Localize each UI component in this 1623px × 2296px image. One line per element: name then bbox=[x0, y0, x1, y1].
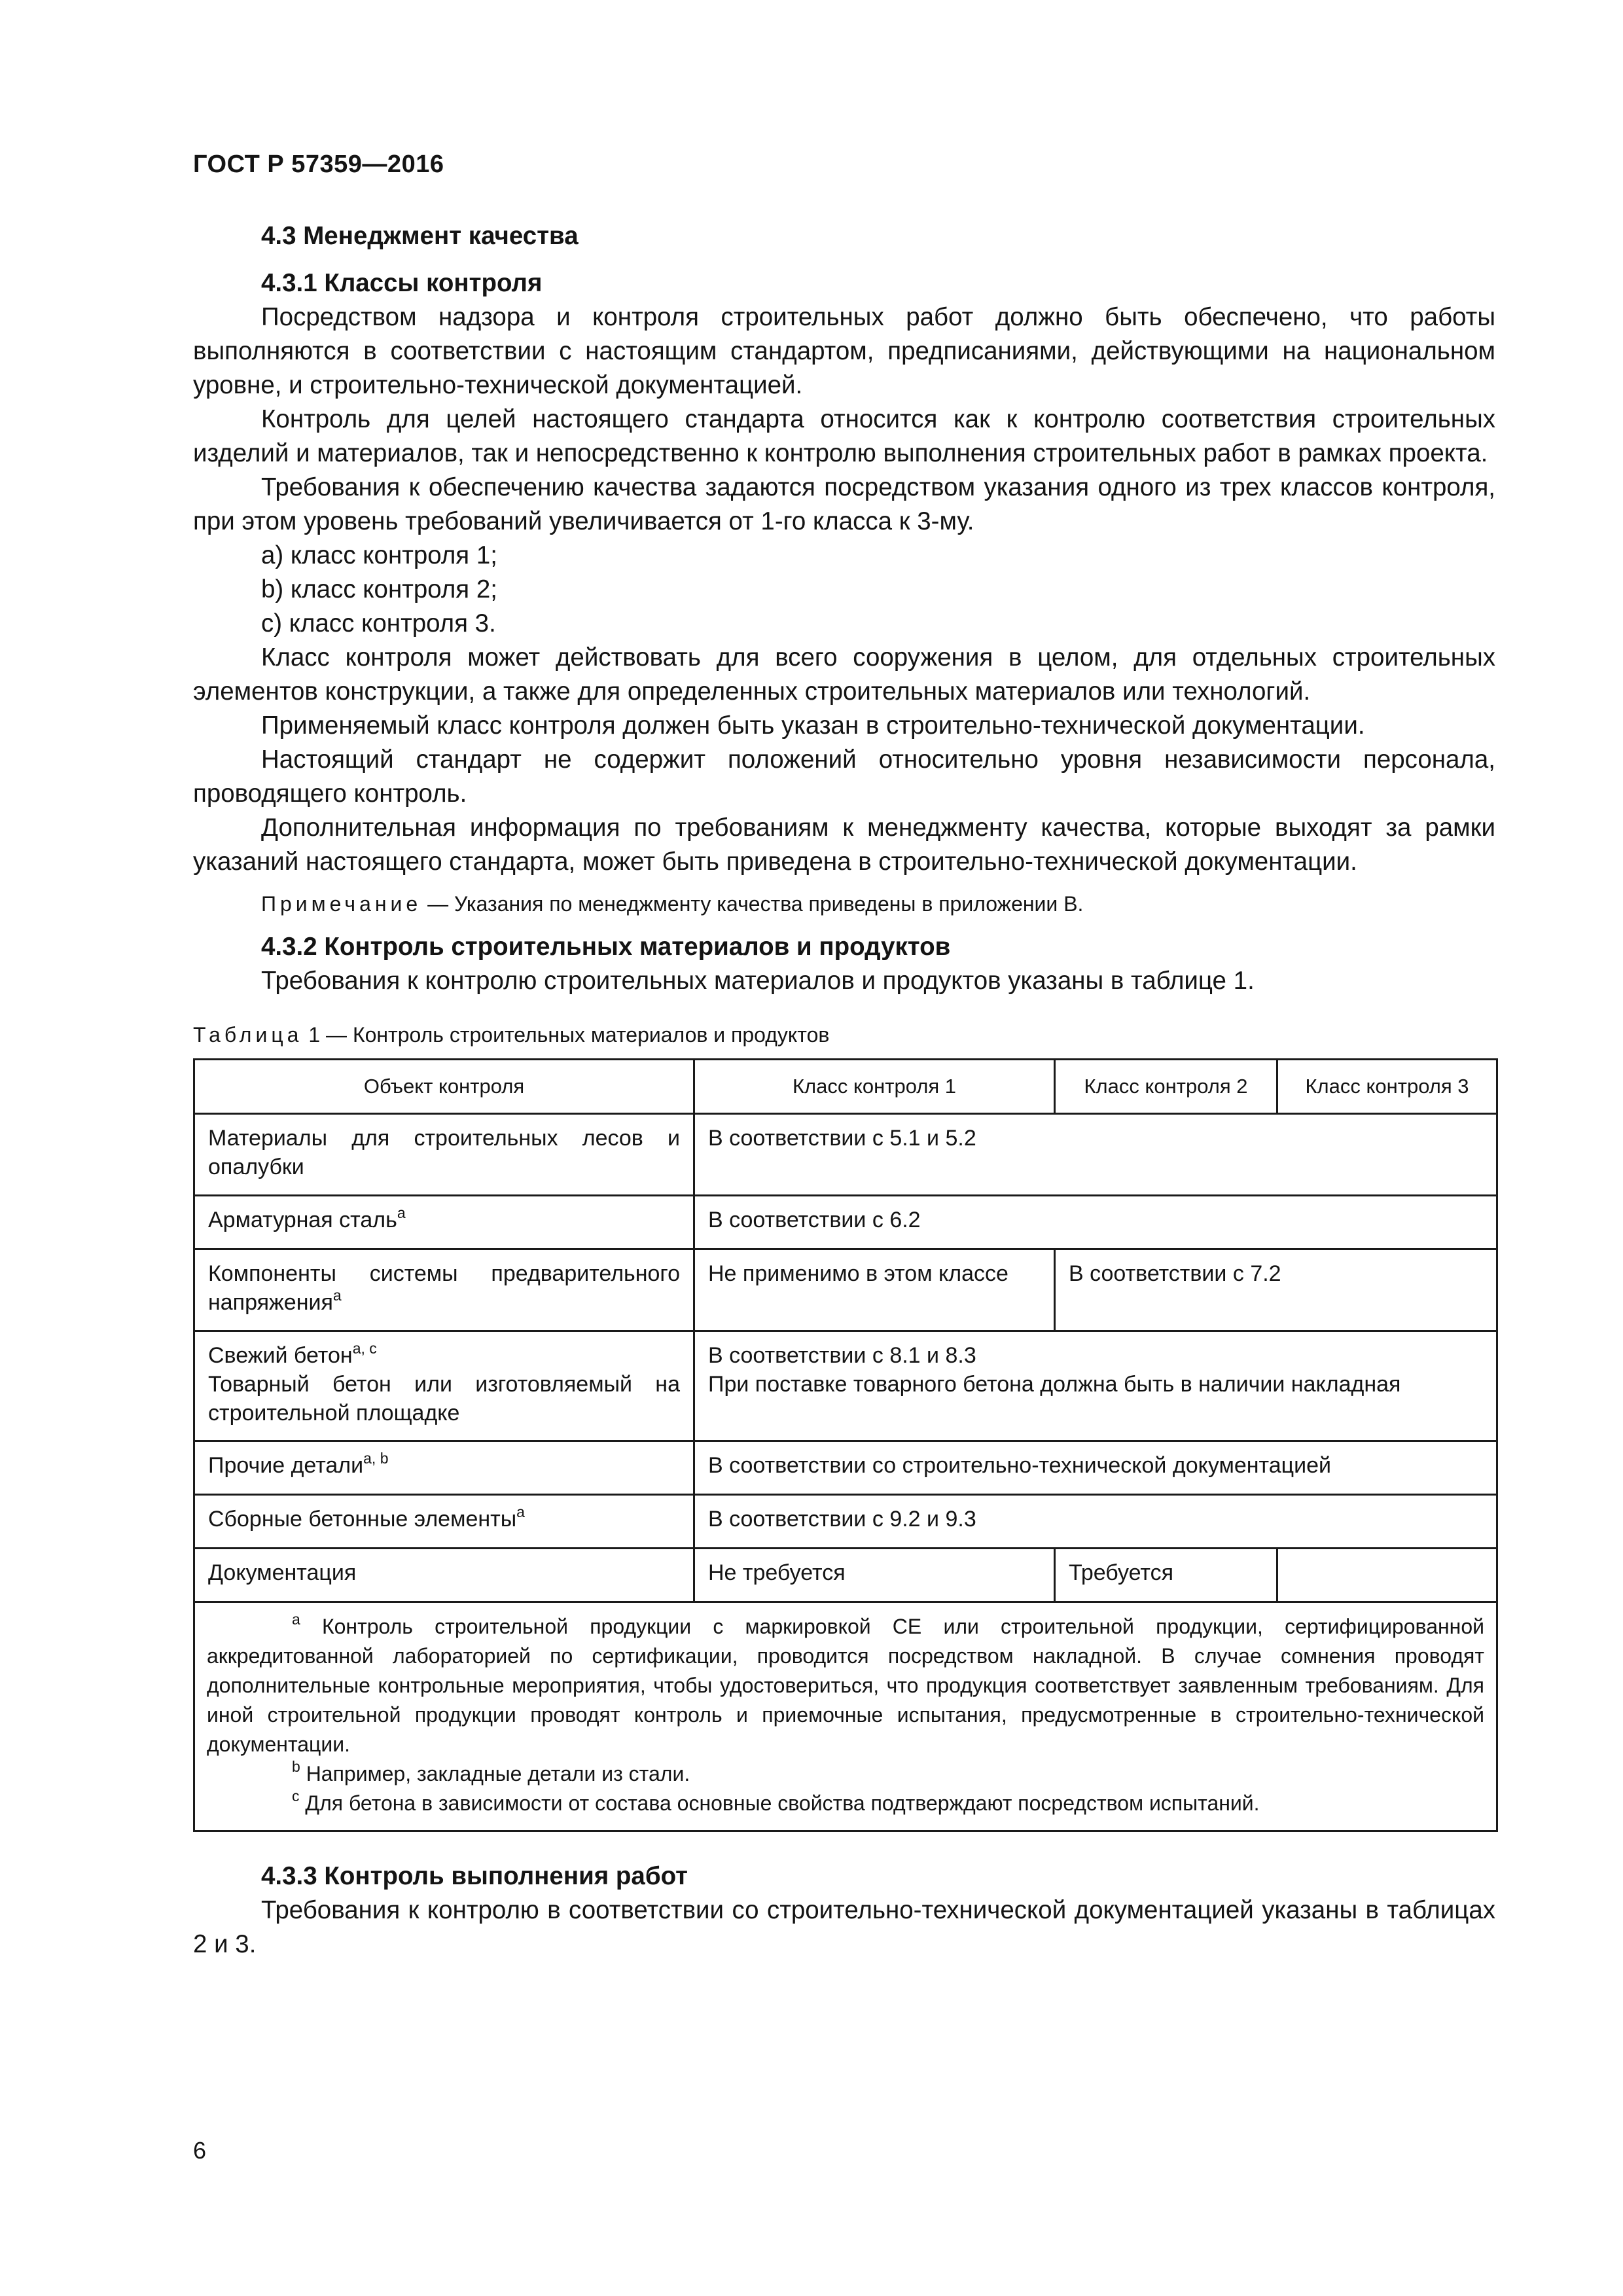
footnote-mark: b bbox=[292, 1758, 300, 1775]
header-cell: Класс контроля 1 bbox=[694, 1060, 1055, 1114]
value-cell: Не применимо в этом классе bbox=[694, 1249, 1055, 1331]
table-header-row bbox=[194, 1060, 1497, 1114]
value-cell bbox=[694, 1331, 1497, 1441]
page-content bbox=[193, 219, 1495, 1962]
note-label: Примечание bbox=[261, 892, 422, 916]
object-cell bbox=[194, 1196, 694, 1249]
control-table bbox=[193, 1058, 1498, 1832]
value-cell: В соответствии с 7.2 bbox=[1055, 1249, 1497, 1331]
paragraph: Контроль для целей настоящего стандарта относится как к контролю соответствия строительных изделий и материалов, так и непосредственно к контролю выполнения строительных работ в рамках проекта. bbox=[193, 405, 1495, 467]
footnote-text: Для бетона в зависимости от состава основные свойства подтверждают посредством испытаний. bbox=[299, 1791, 1260, 1815]
table-footnotes-row bbox=[194, 1602, 1497, 1831]
footnote-text: Контроль строительной продукции с маркировкой СЕ или строительной продукции, сертифицированной аккредитованной лабораторией по сертификации, проводится посредством накладной. В случае сомнения проводят дополнительные контрольные мероприятия, чтобы удостовериться, что продукция соответствует заявленным требованиям. Для иной строительной продукции проводят контроль и приемочные испытания, предусмотренные в строительно-технической документации. bbox=[207, 1615, 1484, 1756]
paragraph: Класс контроля может действовать для всего сооружения в целом, для отдельных строительных элементов конструкции, а также для определенных строительных материалов или технологий. bbox=[193, 643, 1495, 706]
section-4-3-2-heading: 4.3.2 Контроль строительных материалов и продуктов bbox=[261, 933, 951, 961]
object-text: Свежий бетон bbox=[208, 1343, 353, 1368]
footnote bbox=[207, 1759, 1484, 1789]
object-cell bbox=[194, 1441, 694, 1495]
paragraph: Требования к контролю строительных материалов и продуктов указаны в таблице 1. bbox=[261, 967, 1255, 995]
header-cell: Класс контроля 3 bbox=[1277, 1060, 1497, 1114]
paragraph: Требования к контролю в соответствии со строительно-технической документацией указаны в таблицах 2 и 3. bbox=[193, 1896, 1495, 1958]
object-text: Компоненты системы предварительного напряжения bbox=[208, 1261, 680, 1315]
paragraph: Применяемый класс контроля должен быть указан в строительно-технической документации. bbox=[261, 711, 1365, 740]
table-caption-label: Таблица bbox=[193, 1023, 303, 1047]
value-text: При поставке товарного бетона должна быть в наличии накладная bbox=[708, 1372, 1401, 1397]
paragraph: Дополнительная информация по требованиям к менеджменту качества, которые выходят за рамки указаний настоящего стандарта, может быть приведена в строительно-технической документации. bbox=[193, 814, 1495, 876]
object-text: Сборные бетонные элементы bbox=[208, 1507, 517, 1532]
footnote-mark: c bbox=[292, 1787, 300, 1804]
footnote bbox=[207, 1789, 1484, 1818]
table-row bbox=[194, 1549, 1497, 1602]
value-cell: В соответствии с 6.2 bbox=[694, 1196, 1497, 1249]
footnote-ref: a, b bbox=[363, 1450, 389, 1467]
footnote-ref: a bbox=[516, 1503, 525, 1520]
object-cell bbox=[194, 1331, 694, 1441]
list-item: а) класс контроля 1; bbox=[261, 541, 497, 569]
footnote bbox=[207, 1612, 1484, 1759]
footnote-ref: a bbox=[397, 1204, 406, 1221]
object-text: Товарный бетон или изготовляемый на строительной площадке bbox=[208, 1372, 680, 1426]
object-cell bbox=[194, 1249, 694, 1331]
object-text: Арматурная сталь bbox=[208, 1208, 397, 1232]
object-cell: Документация bbox=[194, 1549, 694, 1602]
paragraph: Требования к обеспечению качества задаются посредством указания одного из трех классов контроля, при этом уровень требований увеличивается от 1-го класса к 3-му. bbox=[193, 473, 1495, 535]
object-cell: Материалы для строительных лесов и опалубки bbox=[194, 1114, 694, 1196]
table-caption bbox=[193, 1020, 1495, 1049]
footnote-mark: a bbox=[292, 1611, 300, 1628]
list-item: с) класс контроля 3. bbox=[261, 609, 496, 637]
table-caption-text: 1 — Контроль строительных материалов и продуктов bbox=[302, 1023, 830, 1047]
value-cell: Не требуется bbox=[694, 1549, 1055, 1602]
table-row bbox=[194, 1495, 1497, 1549]
value-text: В соответствии с 8.1 и 8.3 bbox=[708, 1343, 976, 1368]
value-cell: В соответствии с 9.2 и 9.3 bbox=[694, 1495, 1497, 1549]
paragraph: Настоящий стандарт не содержит положений относительно уровня независимости персонала, проводящего контроль. bbox=[193, 745, 1495, 808]
table-row bbox=[194, 1196, 1497, 1249]
section-4-3-3 bbox=[193, 1859, 1495, 1962]
section-4-3-1-heading: 4.3.1 Классы контроля bbox=[261, 269, 543, 297]
value-cell: Требуется bbox=[1055, 1549, 1277, 1602]
value-cell: В соответствии с 5.1 и 5.2 bbox=[694, 1114, 1497, 1196]
value-cell: В соответствии со строительно-технической документацией bbox=[694, 1441, 1497, 1495]
table-row bbox=[194, 1249, 1497, 1331]
object-cell bbox=[194, 1495, 694, 1549]
header-cell: Класс контроля 2 bbox=[1055, 1060, 1277, 1114]
header-cell: Объект контроля bbox=[194, 1060, 694, 1114]
section-4-3-3-heading: 4.3.3 Контроль выполнения работ bbox=[261, 1862, 688, 1890]
list-item: b) класс контроля 2; bbox=[261, 575, 497, 603]
value-cell bbox=[1277, 1549, 1497, 1602]
note bbox=[193, 888, 1495, 920]
table-row bbox=[194, 1441, 1497, 1495]
note-text: — Указания по менеджменту качества приведены в приложении В. bbox=[421, 892, 1084, 916]
footnote-text: Например, закладные детали из стали. bbox=[300, 1762, 690, 1785]
page-number: 6 bbox=[193, 2137, 207, 2164]
section-4-3-heading: 4.3 Менеджмент качества bbox=[261, 222, 579, 250]
footnote-ref: a bbox=[332, 1287, 342, 1304]
table-row bbox=[194, 1114, 1497, 1196]
table-row bbox=[194, 1331, 1497, 1441]
object-text: Прочие детали bbox=[208, 1453, 364, 1478]
paragraph: Посредством надзора и контроля строительных работ должно быть обеспечено, что работы выполняются в соответствии с настоящим стандартом, предписаниями, действующими на национальном уровне, и строительно-технической документацией. bbox=[193, 303, 1495, 399]
document-code: ГОСТ Р 57359—2016 bbox=[193, 151, 444, 178]
footnote-ref: a, c bbox=[352, 1340, 377, 1357]
footnotes-cell bbox=[194, 1602, 1497, 1831]
